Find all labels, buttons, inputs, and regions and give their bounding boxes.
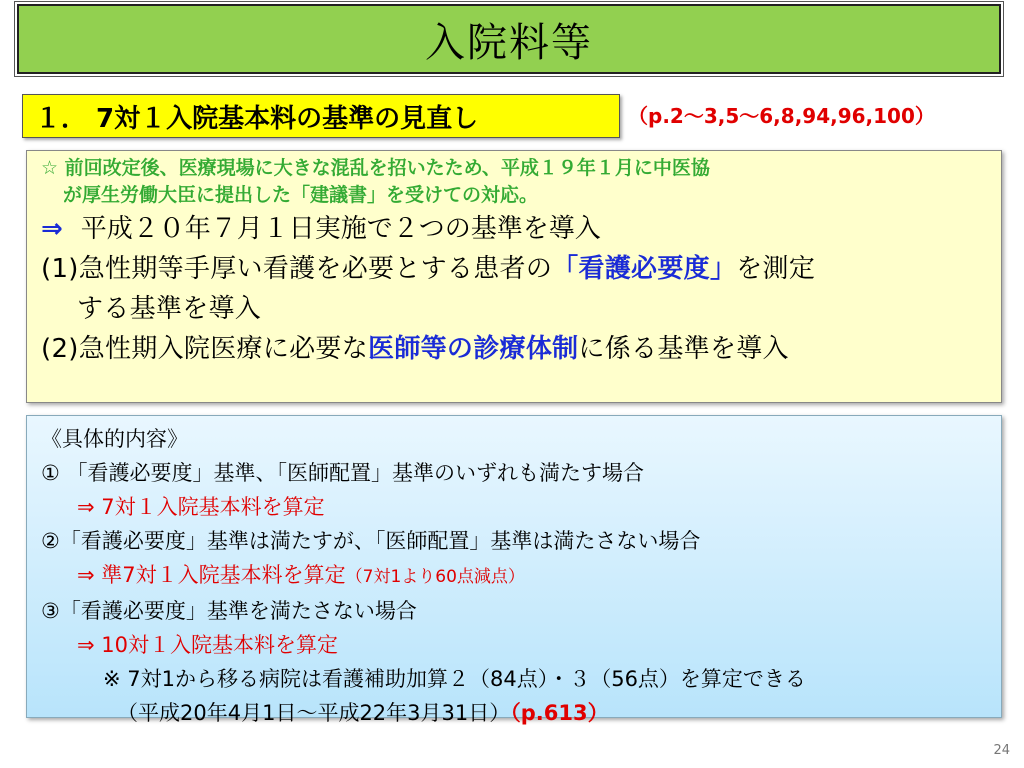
transition-period-line: [41, 696, 987, 730]
case-3-result: ⇒ 10対１入院基本料を算定: [77, 633, 338, 657]
case-2-result-line: [41, 558, 987, 594]
page-title: 入院料等: [425, 19, 593, 66]
section-heading: １． 7対１入院基本料の基準の見直し: [22, 94, 620, 138]
criterion-2-prefix: (2)急性期入院医療に必要な: [41, 334, 369, 364]
criterion-1-continuation: する基準を導入: [77, 294, 262, 324]
case-1: ① 「看護必要度」基準、「医師配置」基準のいずれも満たす場合: [41, 461, 644, 485]
implementation-line: [41, 209, 987, 249]
background-note-line1: ☆ 前回改定後、医療現場に大きな混乱を招いたため、平成１９年１月に中医協: [41, 157, 710, 179]
case-1-result: ⇒ 7対１入院基本料を算定: [77, 495, 325, 519]
criterion-2-suffix: に係る基準を導入: [578, 334, 789, 364]
page-references: （p.2～3,5～6,8,94,96,100）: [628, 104, 935, 128]
criterion-item-1: [41, 249, 987, 289]
right-arrow-icon: ⇒: [41, 214, 63, 244]
criterion-1-suffix: を測定: [736, 254, 816, 284]
background-note-line2: が厚生労働大臣に提出した「建議書」を受けての対応。: [63, 184, 539, 206]
case-2: ②「看護必要度」基準は満たすが、「医師配置」基準は満たさない場合: [41, 529, 701, 553]
case-2-result: ⇒ 準7対１入院基本料を算定: [77, 563, 346, 587]
implementation-text: 平成２０年７月１日実施で２つの基準を導入: [80, 214, 601, 244]
case-3: ③「看護必要度」基準を満たさない場合: [41, 599, 417, 623]
criterion-2-highlight: 医師等の診療体制: [368, 334, 579, 364]
details-heading: 《具体的内容》: [41, 427, 188, 451]
summary-box: [26, 150, 1002, 403]
page-number: 24: [993, 743, 1010, 758]
transition-period: （平成20年4月1日～平成22年3月31日）: [117, 701, 511, 725]
transition-note: ※ 7対1から移る病院は看護補助加算２（84点）・３（56点）を算定できる: [103, 667, 806, 691]
case-2-result-note: （7対1より60点減点）: [345, 567, 525, 587]
transition-page-ref: （p.613）: [510, 701, 609, 725]
criterion-1-prefix: (1)急性期等手厚い看護を必要とする患者の: [41, 254, 553, 284]
title-bar: [17, 4, 1001, 74]
criterion-1-highlight: 「看護必要度」: [552, 254, 737, 284]
details-box: [26, 415, 1002, 725]
criterion-item-2: [41, 329, 987, 369]
